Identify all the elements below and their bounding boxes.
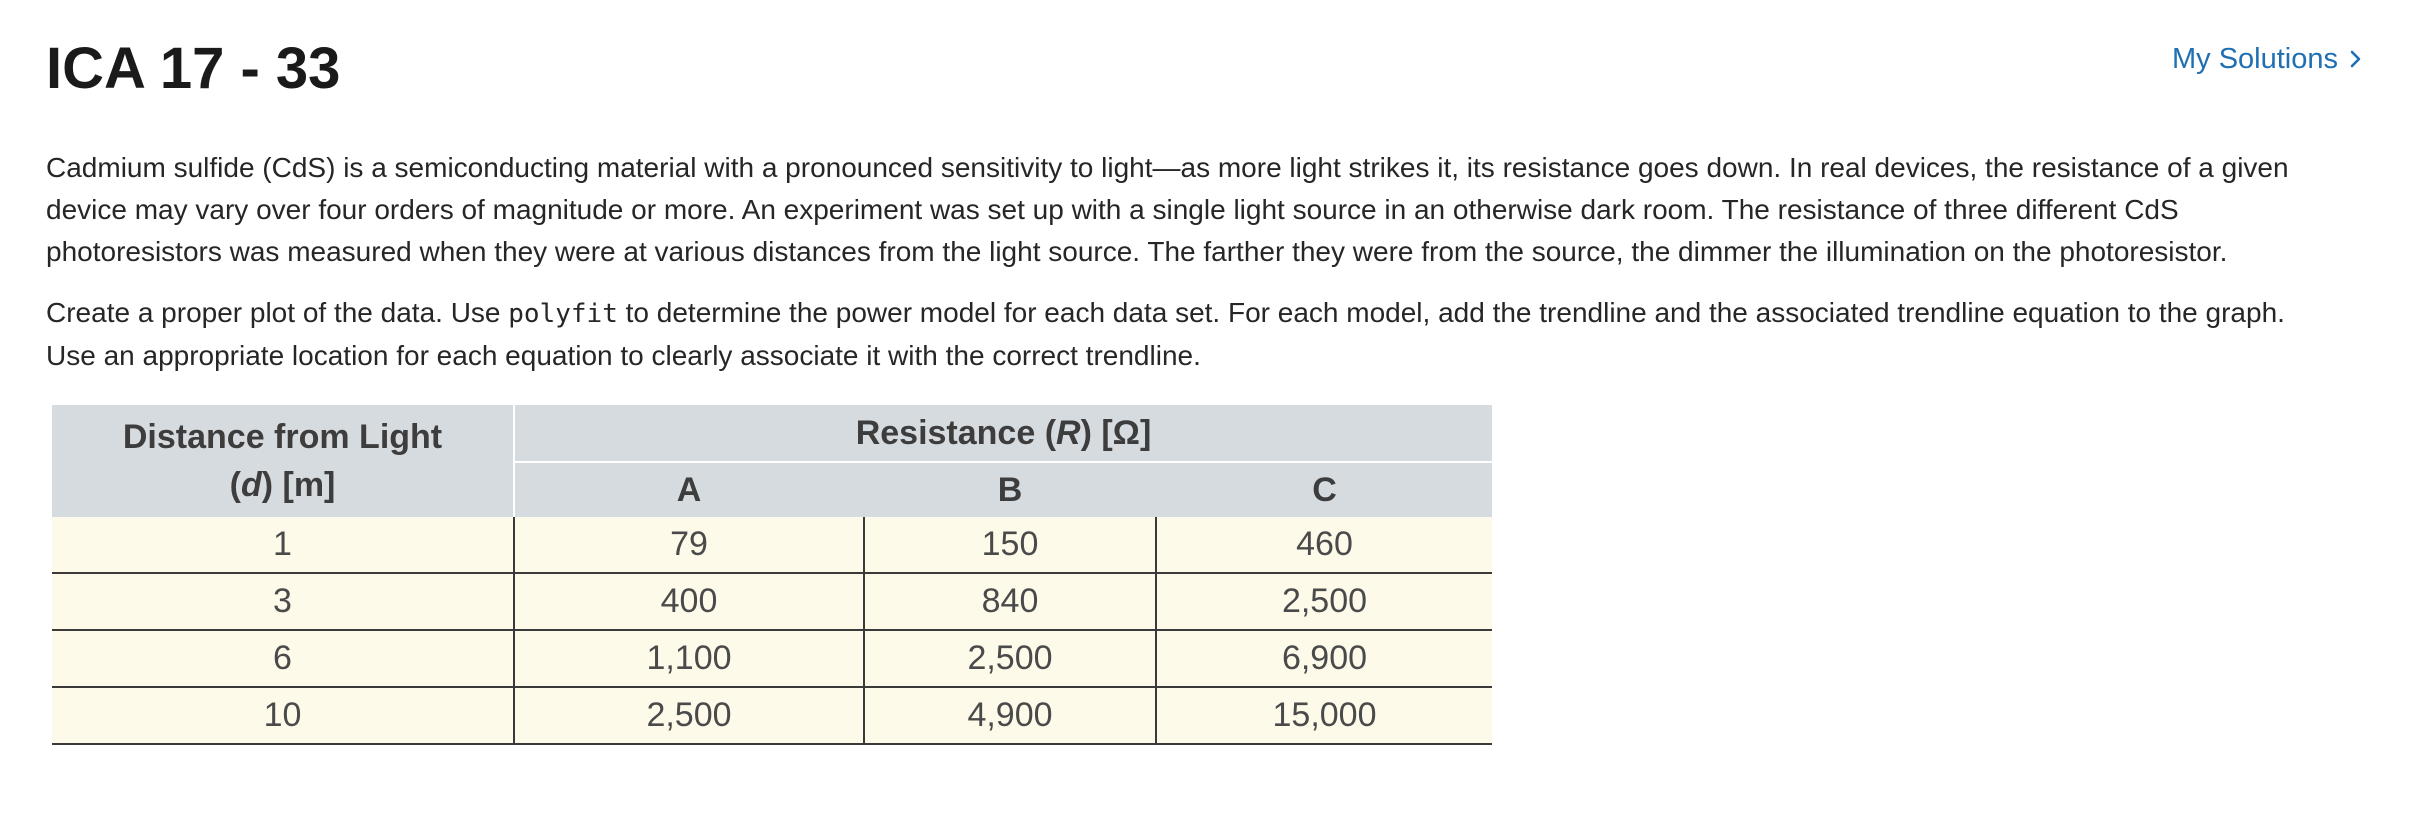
resistance-group-header bbox=[514, 405, 1492, 462]
problem-description: Cadmium sulfide (CdS) is a semiconducting material with a pronounced sensitivity to light—as more light strikes it, its resistance goes down. In real devices, the resistance of a given device may vary over four orders of magnitude or more. An experiment was set up with a single light source in an otherwise dark room. The resistance of three different CdS photoresistors was measured when they were at various distances from the light source. The farther they were from the source, the dimmer the illumination on the photoresistor. bbox=[46, 152, 2289, 267]
page-title: ICA 17 - 33 bbox=[46, 36, 341, 101]
resistance-c-cell: 460 bbox=[1156, 517, 1492, 573]
table-row bbox=[52, 517, 1492, 573]
table-row bbox=[52, 687, 1492, 744]
distance-cell: 6 bbox=[52, 630, 514, 687]
table-row bbox=[52, 630, 1492, 687]
resistance-header-label: Resistance ( bbox=[855, 413, 1057, 452]
resistance-unit: ) [Ω] bbox=[1080, 413, 1152, 452]
resistance-a-cell: 2,500 bbox=[514, 687, 864, 744]
resistance-b-cell: 840 bbox=[864, 573, 1156, 630]
resistance-b-cell: 150 bbox=[864, 517, 1156, 573]
table-row bbox=[52, 573, 1492, 630]
column-header-a: A bbox=[514, 462, 864, 517]
column-header-b: B bbox=[864, 462, 1156, 517]
resistance-a-cell: 400 bbox=[514, 573, 864, 630]
resistance-data-table bbox=[52, 405, 1492, 745]
polyfit-code: polyfit bbox=[508, 299, 618, 329]
resistance-c-cell: 15,000 bbox=[1156, 687, 1492, 744]
resistance-b-cell: 2,500 bbox=[864, 630, 1156, 687]
distance-cell: 3 bbox=[52, 573, 514, 630]
distance-cell: 10 bbox=[52, 687, 514, 744]
resistance-a-cell: 1,100 bbox=[514, 630, 864, 687]
resistance-a-cell: 79 bbox=[514, 517, 864, 573]
column-header-c: C bbox=[1156, 462, 1492, 517]
resistance-b-cell: 4,900 bbox=[864, 687, 1156, 744]
distance-cell: 1 bbox=[52, 517, 514, 573]
resistance-c-cell: 6,900 bbox=[1156, 630, 1492, 687]
resistance-symbol: R bbox=[1056, 413, 1081, 452]
my-solutions-label: My Solutions bbox=[2171, 43, 2338, 75]
resistance-c-cell: 2,500 bbox=[1156, 573, 1492, 630]
instructions-text-end: to determine the power model for each data set. For each model, add the trendline and the associated trendline equation to the graph. Use an appropriate location for each equation to clearly associate it with the correct trendline. bbox=[46, 297, 2285, 371]
distance-column-header: Distance from Light (d) [m] bbox=[52, 405, 514, 517]
my-solutions-link[interactable] bbox=[2172, 40, 2364, 78]
distance-symbol: d bbox=[240, 466, 262, 504]
problem-instructions bbox=[46, 292, 2336, 377]
instructions-text-start: Create a proper plot of the data. Use bbox=[46, 297, 509, 328]
distance-header-label: Distance from Light bbox=[122, 418, 443, 456]
distance-unit: [m] bbox=[282, 466, 336, 504]
chevron-right-icon bbox=[2348, 48, 2364, 70]
